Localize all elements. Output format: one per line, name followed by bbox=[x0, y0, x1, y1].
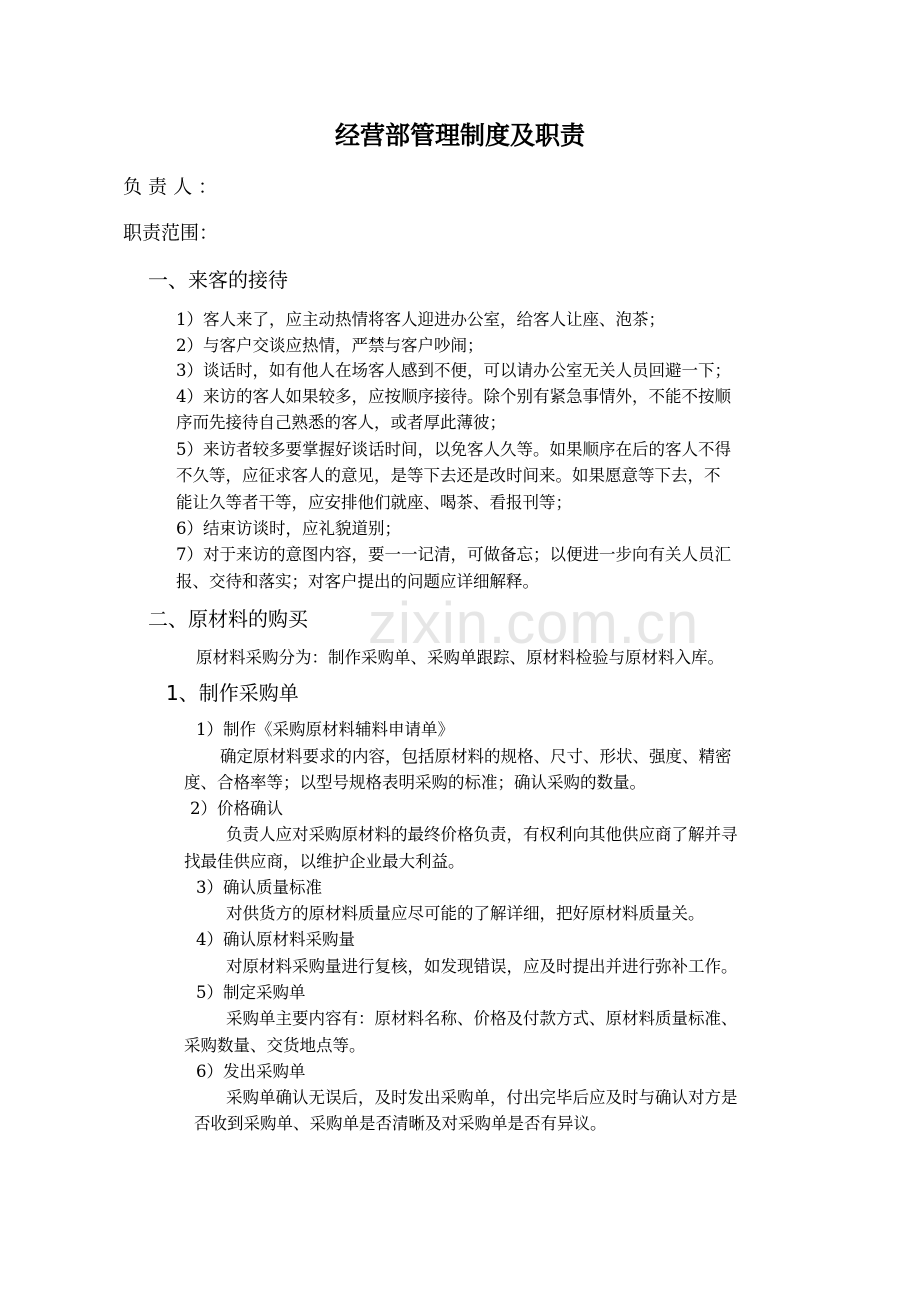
sub1-item: 采购单主要内容有：原材料名称、价格及付款方式、原材料质量标准、 bbox=[226, 1009, 738, 1028]
section1-line: 不久等，应征求客人的意见，是等下去还是改时间来。如果愿意等下去，不 bbox=[176, 466, 721, 485]
scope-label: 职责范围： bbox=[123, 222, 219, 244]
sub1-item: 2）价格确认 bbox=[190, 799, 283, 818]
sub1-item: 负责人应对采购原材料的最终价格负责，有权利向其他供应商了解并寻 bbox=[226, 825, 738, 844]
section1-line: 5）来访者较多要掌握好谈话时间，以免客人久等。如果顺序在后的客人不得 bbox=[176, 440, 731, 459]
sub1-item: 1）制作《采购原材料辅料申请单》 bbox=[196, 720, 454, 739]
section2-heading: 二、原材料的购买 bbox=[148, 607, 308, 631]
watermark: zixin.com.cn bbox=[368, 591, 700, 656]
section1-line: 2）与客户交谈应热情，严禁与客户吵闹； bbox=[176, 336, 484, 355]
sub1-item: 找最佳供应商，以维护企业最大利益。 bbox=[184, 852, 465, 871]
section1-line: 报、交待和落实；对客户提出的问题应详细解释。 bbox=[176, 572, 539, 591]
section1-line: 3）谈话时，如有他人在场客人感到不便，可以请办公室无关人员回避一下； bbox=[176, 361, 731, 380]
sub1-item: 采购单确认无误后，及时发出采购单，付出完毕后应及时与确认对方是 bbox=[226, 1088, 738, 1107]
section1-line: 序而先接待自己熟悉的客人，或者厚此薄彼； bbox=[176, 413, 506, 432]
person-in-charge-label: 负 责 人 ： bbox=[123, 176, 218, 198]
section1-line: 4）来访的客人如果较多，应按顺序接待。除个别有紧急事情外，不能不按顺 bbox=[176, 387, 731, 406]
sub1-item: 3）确认质量标准 bbox=[196, 878, 322, 897]
section2-intro: 原材料采购分为：制作采购单、采购单跟踪、原材料检验与原材料入库。 bbox=[196, 648, 724, 667]
section1-line: 6）结束访谈时，应礼貌道别； bbox=[176, 519, 401, 538]
section1-line: 7）对于来访的意图内容，要一一记清，可做备忘；以便进一步向有关人员汇 bbox=[176, 545, 731, 564]
section1-heading: 一、来客的接待 bbox=[148, 268, 288, 292]
sub1-item: 采购数量、交货地点等。 bbox=[184, 1036, 366, 1055]
sub1-item: 对供货方的原材料质量应尽可能的了解详细，把好原材料质量关。 bbox=[226, 904, 705, 923]
document-title: 经营部管理制度及职责 bbox=[334, 121, 585, 150]
sub1-item: 4）确认原材料采购量 bbox=[196, 930, 355, 949]
sub1-item: 5）制定采购单 bbox=[196, 983, 306, 1002]
section1-line: 1）客人来了，应主动热情将客人迎进办公室，给客人让座、泡茶； bbox=[176, 310, 665, 329]
sub1-heading: 1、制作采购单 bbox=[166, 681, 299, 705]
sub1-item: 对原材料采购量进行复核，如发现错误，应及时提出并进行弥补工作。 bbox=[226, 957, 738, 976]
sub1-item: 6）发出采购单 bbox=[196, 1062, 306, 1081]
sub1-item: 否收到采购单、采购单是否清晰及对采购单是否有异议。 bbox=[194, 1114, 607, 1133]
sub1-item: 度、合格率等；以型号规格表明采购的标准；确认采购的数量。 bbox=[184, 773, 646, 792]
section1-line: 能让久等者干等，应安排他们就座、喝茶、看报刊等； bbox=[176, 493, 572, 512]
sub1-item: 确定原材料要求的内容，包括原材料的规格、尺寸、形状、强度、精密 bbox=[220, 747, 732, 766]
